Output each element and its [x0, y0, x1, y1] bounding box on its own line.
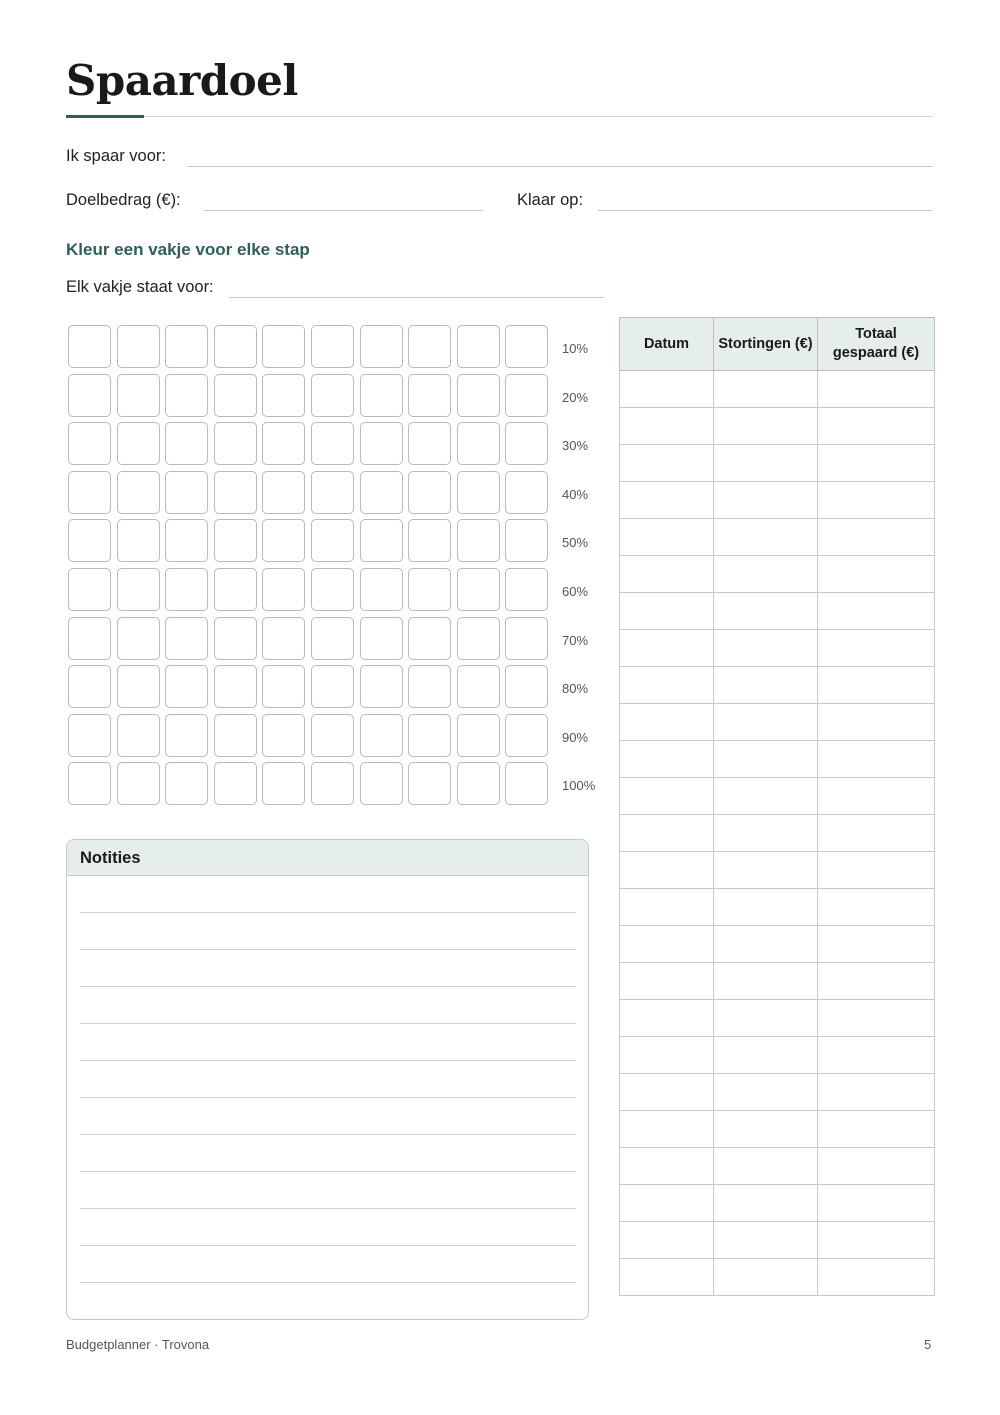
cell-deposit[interactable]: [714, 667, 818, 704]
tracker-cell[interactable]: [311, 617, 354, 660]
each-box-label: Elk vakje staat voor:: [66, 278, 214, 296]
tracker-row-label: 90%: [562, 729, 589, 745]
tracker-cell[interactable]: [262, 665, 305, 708]
cell-deposit[interactable]: [714, 408, 818, 445]
cell-total[interactable]: [818, 963, 935, 1000]
cell-date[interactable]: [620, 815, 714, 852]
cell-deposit[interactable]: [714, 926, 818, 963]
tracker-cell[interactable]: [457, 325, 500, 368]
tracker-cell[interactable]: [262, 617, 305, 660]
table-row: [620, 926, 935, 963]
cell-date[interactable]: [620, 1259, 714, 1296]
tracker-cell[interactable]: [311, 422, 354, 465]
notes-header: [67, 840, 588, 876]
tracker-cell[interactable]: [117, 568, 160, 611]
tracker-row-label: 30%: [562, 438, 589, 454]
cell-total[interactable]: [818, 741, 935, 778]
tracker-cell[interactable]: [457, 471, 500, 514]
notes-line[interactable]: [80, 986, 576, 987]
cell-total[interactable]: [818, 1222, 935, 1259]
cell-date[interactable]: [620, 667, 714, 704]
tracker-cell[interactable]: [457, 762, 500, 805]
tracker-row-label: 10%: [562, 341, 589, 356]
tracker-cell[interactable]: [457, 568, 500, 611]
table-row: [620, 741, 935, 778]
tracker-cell[interactable]: [262, 422, 305, 465]
tracker-cell[interactable]: [505, 617, 548, 660]
tracker-cell[interactable]: [408, 374, 451, 417]
tracker-cell[interactable]: [360, 325, 403, 368]
title-divider: [66, 116, 933, 117]
table-row: [620, 593, 935, 630]
tracker-row-label: 50%: [562, 535, 589, 551]
cell-deposit[interactable]: [714, 519, 818, 556]
tracker-cell[interactable]: [68, 519, 111, 562]
saving-for-line[interactable]: [187, 166, 933, 167]
cell-total[interactable]: [818, 926, 935, 963]
tracker-cell[interactable]: [214, 568, 257, 611]
notes-line[interactable]: [80, 1060, 576, 1061]
cell-deposit[interactable]: [714, 778, 818, 815]
tracker-row-label: 40%: [562, 486, 589, 502]
cell-deposit[interactable]: [714, 1037, 818, 1074]
tracker-cell[interactable]: [165, 617, 208, 660]
tracker-cell[interactable]: [408, 762, 451, 805]
tracker-cell[interactable]: [117, 374, 160, 417]
table-row: [620, 1185, 935, 1222]
cell-deposit[interactable]: [714, 1074, 818, 1111]
tracker-cell[interactable]: [165, 325, 208, 368]
tracker-cell[interactable]: [165, 519, 208, 562]
cell-total[interactable]: [818, 519, 935, 556]
header-date: Datum: [620, 318, 714, 371]
table-row: [620, 408, 935, 445]
cell-date[interactable]: [620, 371, 714, 408]
tracker-cell[interactable]: [505, 568, 548, 611]
cell-deposit[interactable]: [714, 556, 818, 593]
page-number: 5: [924, 1337, 932, 1352]
cell-total[interactable]: [818, 593, 935, 630]
cell-total[interactable]: [818, 408, 935, 445]
cell-date[interactable]: [620, 1037, 714, 1074]
tracker-cell[interactable]: [311, 374, 354, 417]
cell-total[interactable]: [818, 1148, 935, 1185]
tracker-cell[interactable]: [360, 714, 403, 757]
ledger-header-row: [620, 318, 935, 371]
cell-deposit[interactable]: [714, 630, 818, 667]
tracker-row-label: 100%: [562, 778, 596, 794]
cell-date[interactable]: [620, 778, 714, 815]
table-row: [620, 778, 935, 815]
table-row: [620, 1074, 935, 1111]
saving-for-label: Ik spaar voor:: [66, 147, 166, 165]
notes-box: [66, 839, 589, 1320]
cell-deposit[interactable]: [714, 889, 818, 926]
cell-date[interactable]: [620, 1185, 714, 1222]
tracker-cell[interactable]: [408, 519, 451, 562]
tracker-cell[interactable]: [360, 617, 403, 660]
cell-total[interactable]: [818, 778, 935, 815]
tracker-cell[interactable]: [262, 568, 305, 611]
tracker-row-label: 60%: [562, 584, 589, 599]
notes-line[interactable]: [80, 1134, 576, 1135]
tracker-cell[interactable]: [360, 422, 403, 465]
cell-total[interactable]: [818, 1037, 935, 1074]
tracker-cell[interactable]: [311, 714, 354, 757]
ready-on-label: Klaar op:: [517, 191, 584, 209]
cell-deposit[interactable]: [714, 445, 818, 482]
tracker-cell[interactable]: [360, 519, 403, 562]
table-row: [620, 852, 935, 889]
notes-line[interactable]: [80, 912, 576, 913]
tracker-cell[interactable]: [505, 665, 548, 708]
table-row: [620, 1222, 935, 1259]
tracker-cell[interactable]: [165, 422, 208, 465]
page-title: Spaardoel: [66, 56, 298, 105]
table-row: [620, 963, 935, 1000]
cell-date[interactable]: [620, 408, 714, 445]
tracker-cell[interactable]: [117, 617, 160, 660]
tracker-cell[interactable]: [360, 374, 403, 417]
tracker-cell[interactable]: [505, 374, 548, 417]
tracker-cell[interactable]: [311, 665, 354, 708]
table-row: [620, 667, 935, 704]
tracker-cell[interactable]: [68, 762, 111, 805]
tracker-cell[interactable]: [360, 762, 403, 805]
cell-date[interactable]: [620, 1222, 714, 1259]
cell-total[interactable]: [818, 1111, 935, 1148]
cell-deposit[interactable]: [714, 1111, 818, 1148]
tracker-cell[interactable]: [408, 665, 451, 708]
notes-line[interactable]: [80, 1282, 576, 1283]
tracker-cell[interactable]: [311, 471, 354, 514]
cell-date[interactable]: [620, 593, 714, 630]
cell-deposit[interactable]: [714, 704, 818, 741]
tracker-cell[interactable]: [68, 568, 111, 611]
tracker-cell[interactable]: [117, 762, 160, 805]
ready-on-line[interactable]: [598, 210, 933, 211]
tracker-cell[interactable]: [117, 422, 160, 465]
notes-line[interactable]: [80, 1208, 576, 1209]
tracker-cell[interactable]: [214, 617, 257, 660]
tracker-cell[interactable]: [214, 762, 257, 805]
tracker-cell[interactable]: [360, 568, 403, 611]
cell-total[interactable]: [818, 445, 935, 482]
notes-line[interactable]: [80, 1023, 576, 1024]
target-amount-label: Doelbedrag (€):: [66, 191, 181, 209]
tracker-cell[interactable]: [505, 762, 548, 805]
table-row: [620, 1000, 935, 1037]
cell-deposit[interactable]: [714, 1222, 818, 1259]
table-row: [620, 519, 935, 556]
table-row: [620, 371, 935, 408]
table-row: [620, 815, 935, 852]
tracker-cell[interactable]: [117, 714, 160, 757]
tracker-cell[interactable]: [214, 325, 257, 368]
table-row: [620, 1259, 935, 1296]
tracker-cell[interactable]: [457, 665, 500, 708]
table-row: [620, 1148, 935, 1185]
tracker-cell[interactable]: [408, 714, 451, 757]
cell-deposit[interactable]: [714, 815, 818, 852]
cell-date[interactable]: [620, 482, 714, 519]
cell-total[interactable]: [818, 1259, 935, 1296]
tracker-row-label: 80%: [562, 681, 589, 697]
tracker-cell[interactable]: [68, 617, 111, 660]
cell-date[interactable]: [620, 1111, 714, 1148]
tracker-cell[interactable]: [165, 568, 208, 611]
cell-deposit[interactable]: [714, 1148, 818, 1185]
cell-date[interactable]: [620, 741, 714, 778]
tracker-cell[interactable]: [117, 519, 160, 562]
tracker-cell[interactable]: [457, 714, 500, 757]
tracker-row-label: 20%: [562, 389, 589, 405]
tracker-cell[interactable]: [262, 519, 305, 562]
cell-deposit[interactable]: [714, 1185, 818, 1222]
notes-line[interactable]: [80, 1097, 576, 1098]
tracker-cell[interactable]: [311, 568, 354, 611]
notes-line[interactable]: [80, 949, 576, 950]
notes-title: Notities: [80, 849, 141, 867]
tracker-heading: Kleur een vakje voor elke stap: [66, 240, 310, 259]
tracker-cell[interactable]: [117, 471, 160, 514]
tracker-cell[interactable]: [214, 665, 257, 708]
savings-tracker-grid: [68, 325, 551, 809]
tracker-cell[interactable]: [214, 471, 257, 514]
cell-total[interactable]: [818, 1185, 935, 1222]
tracker-cell[interactable]: [311, 519, 354, 562]
title-accent-bar: [66, 115, 144, 118]
cell-total[interactable]: [818, 630, 935, 667]
tracker-row-label: 70%: [562, 632, 589, 648]
tracker-cell[interactable]: [68, 422, 111, 465]
cell-date[interactable]: [620, 445, 714, 482]
tracker-cell[interactable]: [505, 519, 548, 562]
tracker-cell[interactable]: [165, 665, 208, 708]
cell-deposit[interactable]: [714, 371, 818, 408]
cell-deposit[interactable]: [714, 1259, 818, 1296]
tracker-cell[interactable]: [457, 422, 500, 465]
table-row: [620, 889, 935, 926]
tracker-cell[interactable]: [311, 762, 354, 805]
tracker-cell[interactable]: [262, 762, 305, 805]
cell-deposit[interactable]: [714, 963, 818, 1000]
tracker-cell[interactable]: [68, 374, 111, 417]
cell-date[interactable]: [620, 889, 714, 926]
tracker-cell[interactable]: [505, 714, 548, 757]
table-row: [620, 1037, 935, 1074]
tracker-cell[interactable]: [505, 422, 548, 465]
tracker-cell[interactable]: [457, 617, 500, 660]
cell-deposit[interactable]: [714, 593, 818, 630]
cell-deposit[interactable]: [714, 482, 818, 519]
tracker-cell[interactable]: [262, 714, 305, 757]
table-row: [620, 556, 935, 593]
cell-total[interactable]: [818, 889, 935, 926]
tracker-cell[interactable]: [117, 325, 160, 368]
target-amount-line[interactable]: [203, 210, 483, 211]
table-row: [620, 704, 935, 741]
tracker-cell[interactable]: [165, 762, 208, 805]
tracker-cell[interactable]: [68, 325, 111, 368]
cell-total[interactable]: [818, 482, 935, 519]
cell-date[interactable]: [620, 519, 714, 556]
tracker-cell[interactable]: [262, 325, 305, 368]
cell-date[interactable]: [620, 963, 714, 1000]
table-row: [620, 1111, 935, 1148]
tracker-cell[interactable]: [214, 519, 257, 562]
tracker-cell[interactable]: [262, 471, 305, 514]
cell-total[interactable]: [818, 815, 935, 852]
tracker-cell[interactable]: [408, 617, 451, 660]
table-row: [620, 445, 935, 482]
cell-total[interactable]: [818, 667, 935, 704]
notes-line[interactable]: [80, 1171, 576, 1172]
cell-date[interactable]: [620, 852, 714, 889]
cell-total[interactable]: [818, 1000, 935, 1037]
cell-deposit[interactable]: [714, 1000, 818, 1037]
cell-date[interactable]: [620, 704, 714, 741]
footer-brand: Budgetplanner · Trovona: [66, 1337, 210, 1352]
tracker-cell[interactable]: [68, 665, 111, 708]
deposit-ledger-table: [619, 317, 935, 1296]
cell-deposit[interactable]: [714, 741, 818, 778]
cell-total[interactable]: [818, 1074, 935, 1111]
header-total-saved: Totaal gespaard (€): [818, 318, 935, 371]
each-box-line[interactable]: [229, 297, 604, 298]
tracker-cell[interactable]: [311, 325, 354, 368]
tracker-cell[interactable]: [68, 714, 111, 757]
tracker-cell[interactable]: [165, 471, 208, 514]
cell-date[interactable]: [620, 1148, 714, 1185]
cell-date[interactable]: [620, 926, 714, 963]
tracker-cell[interactable]: [165, 374, 208, 417]
cell-deposit[interactable]: [714, 852, 818, 889]
tracker-cell[interactable]: [408, 325, 451, 368]
cell-date[interactable]: [620, 630, 714, 667]
tracker-cell[interactable]: [117, 665, 160, 708]
tracker-cell[interactable]: [505, 325, 548, 368]
tracker-cell[interactable]: [408, 568, 451, 611]
table-row: [620, 630, 935, 667]
notes-line[interactable]: [80, 1245, 576, 1246]
tracker-cell[interactable]: [408, 422, 451, 465]
cell-date[interactable]: [620, 1074, 714, 1111]
tracker-cell[interactable]: [457, 374, 500, 417]
tracker-cell[interactable]: [360, 471, 403, 514]
tracker-cell[interactable]: [408, 471, 451, 514]
tracker-cell[interactable]: [214, 422, 257, 465]
tracker-cell[interactable]: [68, 471, 111, 514]
cell-total[interactable]: [818, 704, 935, 741]
header-deposits: Stortingen (€): [714, 318, 818, 371]
tracker-cell[interactable]: [505, 471, 548, 514]
cell-total[interactable]: [818, 371, 935, 408]
cell-date[interactable]: [620, 1000, 714, 1037]
cell-total[interactable]: [818, 852, 935, 889]
tracker-cell[interactable]: [214, 714, 257, 757]
tracker-cell[interactable]: [262, 374, 305, 417]
tracker-cell[interactable]: [214, 374, 257, 417]
tracker-cell[interactable]: [360, 665, 403, 708]
tracker-cell[interactable]: [457, 519, 500, 562]
cell-date[interactable]: [620, 556, 714, 593]
tracker-cell[interactable]: [165, 714, 208, 757]
cell-total[interactable]: [818, 556, 935, 593]
table-row: [620, 482, 935, 519]
